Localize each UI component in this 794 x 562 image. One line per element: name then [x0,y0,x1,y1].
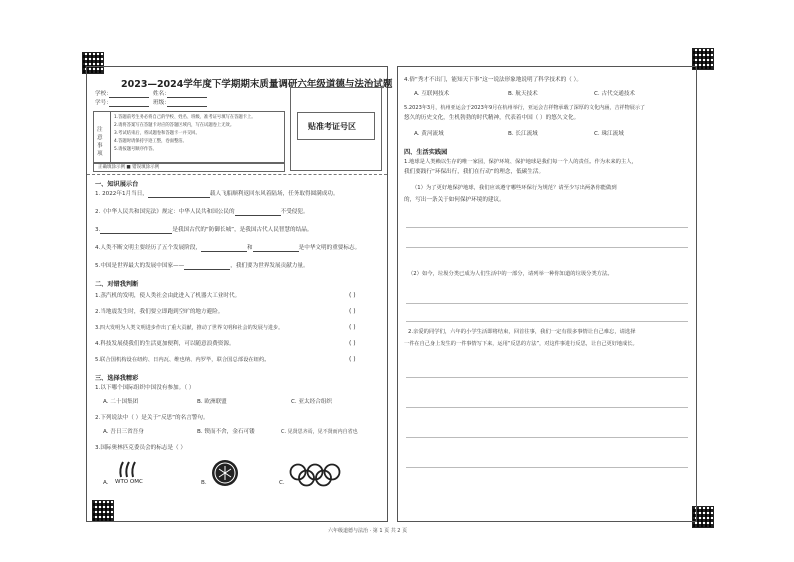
divider [87,174,387,175]
case2-answer-line-2[interactable] [406,407,688,408]
s3-q1-option-c[interactable]: C. 亚太经合组织 [291,399,333,405]
case1-q1-line-1: （1）为了更好地保护地球，我们应该遵守哪些环保行为规范？请至少写出两条你能做到 [412,185,617,191]
s2-item-2: 2.当地震发生时，我们要立即跑到空旷的地方避险。 [95,309,224,315]
r-q5-line-2: 悠久的历史文化，生机勃勃的时代精神，代表着中国（ ）的悠久文化。 [404,115,580,121]
case2-line-1: 2.亲爱的同学们，六年的小学生活即将结束，回首往事，我们一定有很多事情让自己难忘，请选择 [408,329,636,335]
s3-q3-option-b[interactable]: B. [201,480,207,486]
s1-q2: 2.《中华人民共和国宪法》规定：中华人民共和国公民的 不受侵犯。 [95,209,309,215]
s2-item-1: 1.蒸汽机的发明，使人类社会由此进入了机器大工业时代。 [95,293,241,299]
left-page [86,66,393,522]
s3-q2-option-c[interactable]: C. 见贤思齐焉，见不贤而内自省也 [281,429,358,435]
s3-q3-option-a[interactable]: A. [103,480,109,486]
s1-q1-blank[interactable] [148,191,210,198]
notice-line-4: 4.答题时请保持字迹工整，卷面整洁。 [114,139,187,144]
name-label: 姓名： [153,91,170,97]
section1-heading: 一、知识展示台 [95,181,139,188]
exam-no-field[interactable] [109,100,149,107]
class-field[interactable] [167,100,207,107]
fill-example-box [93,163,285,172]
s2-item-2-paren[interactable]: ( ) [349,308,356,315]
exam-no-label: 学号： [95,100,112,106]
s2-item-1-paren[interactable]: ( ) [349,292,356,299]
school-label: 学校： [95,91,112,97]
r-q4-option-b[interactable]: B. 航天技术 [508,91,538,97]
notice-line-2: 2.请将答案写在答题卡对应的答题区域内，写在试题卷上无效。 [114,123,235,128]
emblem-icon [211,459,239,487]
s3-q1-option-a[interactable]: A. 二十国集团 [103,399,139,405]
section4-heading: 四、生活实践园 [404,149,448,156]
s3-q2: 2.下列说法中（ ）是关于“反思”的名言警句。 [95,415,209,421]
r-q4: 4.俗“秀才不出门，能知天下事”这一说法形象地说明了科学技术的（ ）。 [404,77,582,83]
class-label: 班级： [153,100,170,106]
case1-line-1: 1.地球是人类赖以生存的唯一家园，保护环境、保护地球是我们每一个人的责任。作为未来的主人， [404,159,637,165]
section3-heading: 三、选择我精彩 [95,375,139,382]
case1-q2: （2）如今，垃圾分类已成为人们生活中的一部分，请列举一种你知道的垃圾分类方法。 [408,271,613,277]
s2-item-4: 4.科技发展使我们的生活更加便利，可以随意浪费资源。 [95,341,235,347]
page-footer: 六年级道德与法治 · 第 1 页 共 2 页 [328,528,408,534]
s1-q4: 4.人类不断文明主要经历了五个发展阶段， 和 是中华文明的重要标志。 [95,245,361,251]
case2-answer-line-3[interactable] [406,437,688,438]
s3-q2-option-b[interactable]: B. 锲而不舍，金石可镂 [197,429,255,435]
case1-q2-answer-line-1[interactable] [406,303,688,304]
name-field[interactable] [167,91,207,98]
fill-example-text: 正确填涂示例 ■ 错误填涂示例 [98,165,160,170]
s1-q4-blank-2[interactable] [253,245,299,252]
wto-logo-icon [115,459,147,479]
exam-card-label-box [297,112,375,140]
wto-logo-text: WTO OMC [115,479,143,485]
r-q4-option-c[interactable]: C. 古代交通技术 [594,91,636,97]
s3-q2-option-a[interactable]: A. 吾日三省吾身 [103,429,144,435]
exam-title: 2023—2024学年度下学期期末质量调研六年级道德与法治试题 [121,79,393,90]
case1-line-2: 我们要践行“环保出行，我们在行动”的理念，低碳生活。 [404,169,545,175]
case1-q1-line-2: 的，写出一条关于如何保护环境的建议。 [404,197,505,203]
case1-q1-answer-line-2[interactable] [406,247,688,248]
s2-item-4-paren[interactable]: ( ) [349,340,356,347]
r-q4-option-a[interactable]: A. 互联网技术 [414,91,450,97]
r-q5-option-a[interactable]: A. 黄河流域 [414,131,444,137]
case1-q1-answer-line-1[interactable] [406,227,688,228]
notice-line-3: 3.考试结束后，将试题卷和答题卡一并交回。 [114,131,200,136]
s1-q4-blank-1[interactable] [201,245,247,252]
section2-heading: 二、对错我判断 [95,281,139,288]
notice-box [93,111,285,163]
s1-q3-blank[interactable] [100,227,172,234]
s1-q3: 3. 是我国古代的“防御长城”，是我国古代人民智慧的结晶。 [95,227,313,233]
r-q5-option-c[interactable]: C. 珠江流域 [594,131,624,137]
case2-answer-line-4[interactable] [406,467,688,468]
right-page [397,66,697,522]
case2-line-2: 一件在自己身上发生的一件事情写下来，运用“反思的方法”，对这件事进行反思，让自己更好地成长。 [404,341,638,347]
s2-item-3-paren[interactable]: ( ) [349,324,356,331]
r-q5-line-1: 5.2023年3月，杭州亚运会于2023年9月在杭州举行，亚运会吉祥物承载了深厚的文化内涵，吉祥物展示了 [404,105,646,111]
r-q5-option-b[interactable]: B. 长江流域 [508,131,538,137]
school-field[interactable] [109,91,149,98]
s3-q1: 1.以下哪个国际组织中国没有参加。（ ） [95,385,195,391]
exam-card-area [290,87,382,171]
notice-label: 注意事项 [97,127,103,157]
case1-q2-answer-line-2[interactable] [406,321,688,322]
s1-q5-blank[interactable] [184,263,230,270]
notice-line-1: 1.答题前考生务必将自己的学校、姓名、班级、准考证号填写在答题卡上。 [114,115,256,120]
notice-line-5: 5.请按题号顺序作答。 [114,147,157,152]
s2-item-5: 5.联合国机构设在纽约、日内瓦、维也纳、内罗毕，联合国总部设在纽约。 [95,357,270,363]
exam-card-label: 贴准考证号区 [308,122,356,131]
s2-item-3: 3.四大发明为人类文明进步作出了重大贡献，推动了世界文明和社会的发展与进步。 [95,325,284,331]
s3-q3-option-c[interactable]: C. [279,480,285,486]
s1-q5: 5.中国是世界最大的发展中国家—— ，我们要为世界发展贡献力量。 [95,263,309,269]
s2-item-5-paren[interactable]: ( ) [349,356,356,363]
olympic-rings-icon [287,463,357,487]
s3-q3: 3.国际奥林匹克委员会的标志是（ ） [95,445,187,451]
case2-answer-line-1[interactable] [406,377,688,378]
s3-q1-option-b[interactable]: B. 欧洲联盟 [197,399,227,405]
s1-q2-blank[interactable] [235,209,281,216]
s1-q1: 1. 2022年1月当日， 载人飞船顺利返回东风着陆场，任务取得圆满成功。 [95,191,339,197]
